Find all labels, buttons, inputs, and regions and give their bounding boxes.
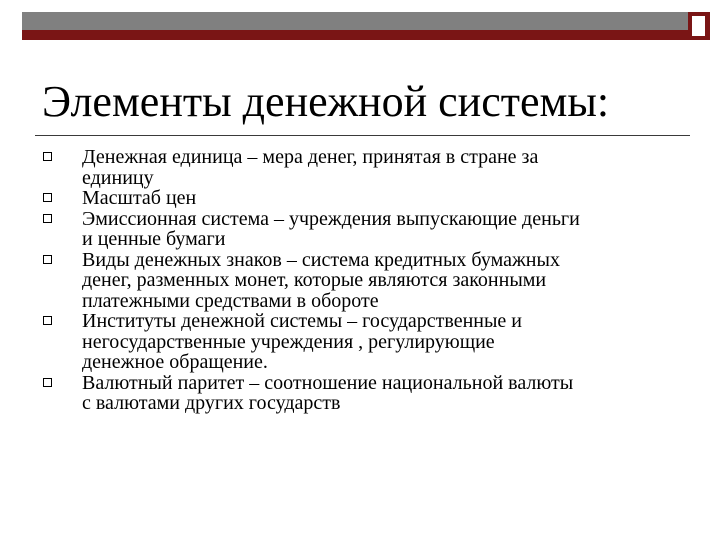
bullet-line: и ценные бумаги — [82, 228, 226, 250]
list-item — [40, 188, 680, 209]
hollow-square-bullet-icon — [43, 214, 52, 223]
title-divider — [35, 135, 690, 136]
bullet-line: Валютный паритет – соотношение национальной валюты — [82, 371, 574, 394]
hollow-square-bullet-icon — [43, 255, 52, 264]
hollow-square-bullet-icon — [43, 152, 52, 161]
bullet-line: платежными средствами в обороте — [82, 289, 379, 312]
corner-square-decoration — [688, 12, 710, 40]
hollow-square-bullet-icon — [43, 193, 52, 202]
list-item — [40, 209, 680, 250]
slide-title: Элементы денежной системы: — [42, 77, 610, 126]
header-bar-red — [22, 30, 688, 40]
list-item — [40, 311, 680, 373]
header-bar-gray — [22, 12, 688, 30]
bullet-line: Масштаб цен — [82, 187, 197, 209]
list-item — [40, 147, 680, 188]
bullet-line: Виды денежных знаков – система кредитных бумажных — [82, 248, 560, 271]
hollow-square-bullet-icon — [43, 378, 52, 387]
bullet-list — [40, 147, 680, 414]
hollow-square-bullet-icon — [43, 316, 52, 325]
list-item — [40, 373, 680, 414]
bullet-line: Денежная единица – мера денег, принятая в стране за — [82, 146, 539, 168]
bullet-line: денег, разменных монет, которые являются законными — [82, 269, 547, 291]
bullet-line: негосударственные учреждения , регулирующие — [82, 330, 495, 353]
bullet-line: с валютами других государств — [82, 392, 341, 414]
bullet-line: денежное обращение. — [82, 351, 268, 373]
list-item — [40, 250, 680, 312]
bullet-line: Институты денежной системы – государственные и — [82, 310, 522, 332]
bullet-line: Эмиссионная система – учреждения выпускающие деньги — [82, 207, 580, 230]
bullet-line: единицу — [82, 166, 154, 189]
